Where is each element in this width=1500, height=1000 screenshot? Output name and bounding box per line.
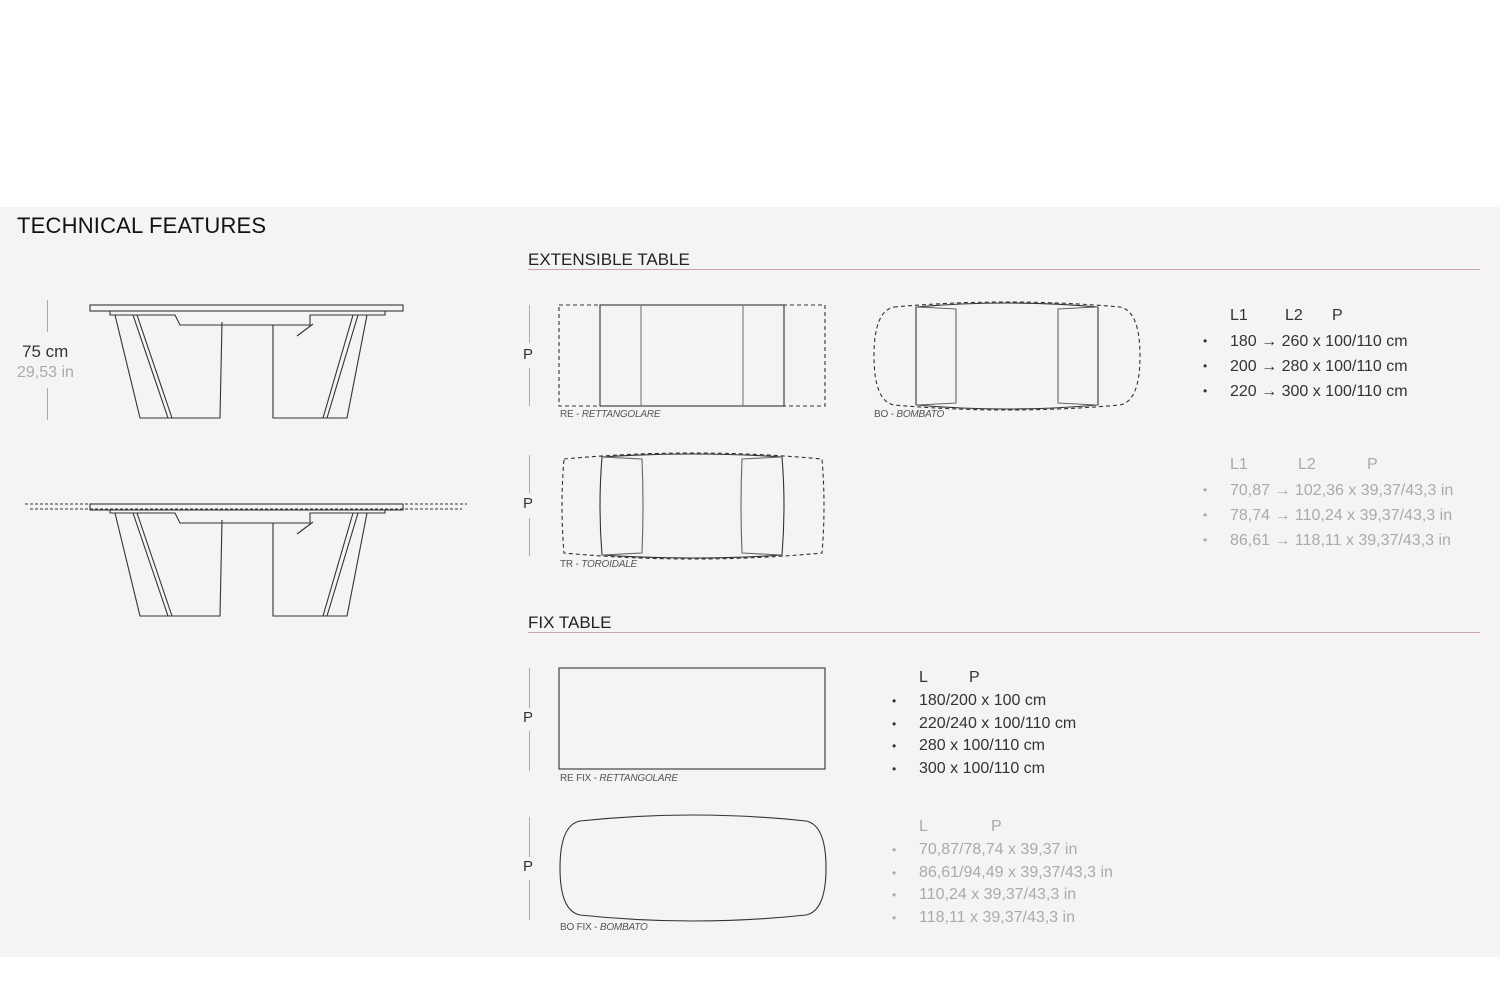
shape-caption-re-fix: RE FIX - RETTANGOLARE [560,773,678,784]
list-item: • 220/240 x 100/110 cm [892,713,1076,736]
shape-caption-re: RE - RETTANGOLARE [560,409,661,420]
list-item: • 86,61/94,49 x 39,37/43,3 in [892,862,1113,885]
list-item: • 300 x 100/110 cm [892,758,1076,781]
list-item: • 180 → 260 x 100/110 cm [1203,329,1408,354]
column-header-l2: L2 [1285,307,1303,324]
table-side-view-closed [85,300,410,425]
depth-line [529,518,530,556]
column-header-l2-in: L2 [1298,456,1316,473]
depth-line [529,368,530,406]
height-in: 29,53 in [17,364,74,381]
list-item: • 86,61 → 118,11 x 39,37/43,3 in [1203,528,1453,553]
list-item: • 110,24 x 39,37/43,3 in [892,884,1113,907]
depth-line [529,880,530,920]
column-header-p-in: P [991,818,1002,835]
shape-caption-bo: BO - BOMBATO [874,409,945,420]
rectangular-fix-table-plan [558,666,828,772]
list-item: • 118,11 x 39,37/43,3 in [892,907,1113,930]
list-item: • 70,87 → 102,36 x 39,37/43,3 in [1203,478,1453,503]
list-item: • 220 → 300 x 100/110 cm [1203,379,1408,404]
depth-line [529,668,530,708]
fix-sizes-cm [892,690,1076,780]
column-header-p-in: P [1367,456,1378,473]
toroidale-table-plan [558,453,828,559]
list-item: • 280 x 100/110 cm [892,735,1076,758]
depth-line [529,305,530,343]
height-line-top [47,300,48,332]
extensible-table-title: EXTENSIBLE TABLE [528,250,690,269]
depth-label: P [523,858,534,875]
fix-table-title: FIX TABLE [528,613,612,632]
extensible-sizes-cm [1203,329,1408,404]
shape-caption-bo-fix: BO FIX - BOMBATO [560,922,648,933]
column-header-l: L [919,669,928,686]
page-title: TECHNICAL FEATURES [17,213,267,238]
depth-label: P [523,346,534,363]
depth-label: P [523,709,534,726]
column-header-p: P [969,669,980,686]
bombato-fix-table-plan [558,815,828,921]
height-line-bottom [47,388,48,420]
column-header-l1: L1 [1230,307,1248,324]
depth-line [529,817,530,857]
extensible-sizes-in [1203,478,1453,553]
depth-line [529,731,530,771]
fix-table-rule [528,632,1480,633]
fix-sizes-in [892,839,1113,929]
column-header-l-in: L [919,818,928,835]
shape-caption-tr: TR - TOROIDALE [560,559,638,570]
height-cm: 75 cm [22,342,69,361]
rectangular-table-plan [558,303,828,409]
depth-label: P [523,495,534,512]
list-item: • 78,74 → 110,24 x 39,37/43,3 in [1203,503,1453,528]
extensible-table-rule [528,269,1480,270]
list-item: • 70,87/78,74 x 39,37 in [892,839,1113,862]
column-header-p: P [1332,307,1343,324]
table-side-view-extended [25,498,470,623]
column-header-l1-in: L1 [1230,456,1248,473]
list-item: • 200 → 280 x 100/110 cm [1203,354,1408,379]
depth-line [529,455,530,493]
list-item: • 180/200 x 100 cm [892,690,1076,713]
bombato-table-plan [872,303,1142,409]
